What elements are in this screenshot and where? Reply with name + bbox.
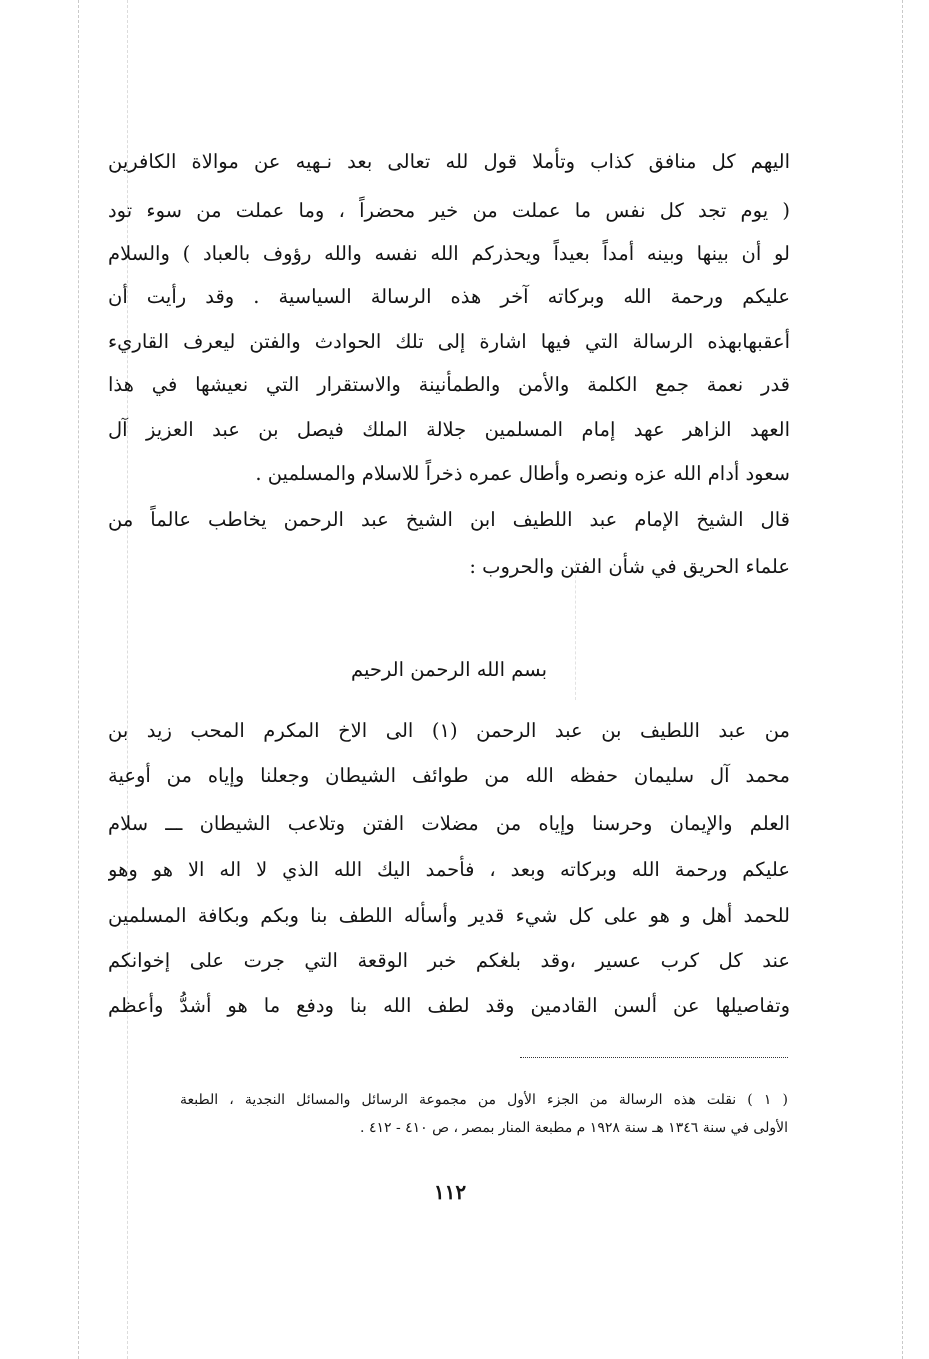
- body-line: لو أن بينها وبينه أمداً بعيداً ويحذركم الله نفسه والله رؤوف بالعباد ) والسلام: [108, 242, 790, 265]
- body-line: عند كل كرب عسير ،وقد بلغكم خبر الوقعة التي جرت على إخوانكم: [108, 949, 790, 972]
- body-line: قدر نعمة جمع الكلمة والأمن والطمأنينة والاستقرار التي نعيشها في هذا: [108, 373, 790, 396]
- body-line: عليكم ورحمة الله وبركاته وبعد ، فأحمد اليك الله الذي لا اله الا هو وهو: [108, 858, 790, 881]
- body-line: سعود أدام الله عزه ونصره وأطال عمره ذخراً للاسلام والمسلمين .: [255, 462, 790, 485]
- basmala-heading: بسم الله الرحمن الرحيم: [351, 658, 547, 681]
- footnote-separator: [520, 1057, 788, 1058]
- page-number: ١١٢: [433, 1180, 467, 1204]
- body-line: أعقبهابهذه الرسالة التي فيها اشارة إلى تلك الحوادث والفتن ليعرف القاريء: [108, 330, 790, 353]
- body-line: ( يوم تجد كل نفس ما عملت من خير محضراً ، وما عملت من سوء تود: [108, 199, 790, 222]
- body-line: عليكم ورحمة الله وبركاته آخر هذه الرسالة السياسية . وقد رأيت أن: [108, 285, 790, 308]
- footnote-line: ( ١ ) نقلت هذه الرسالة من الجزء الأول من مجموعة الرسائل والمسائل النجدية ، الطبعة: [180, 1092, 788, 1108]
- body-line: من عبد اللطيف بن عبد الرحمن (١) الى الاخ المكرم المحب زيد بن: [108, 719, 790, 742]
- scan-guide-line: [78, 0, 79, 1359]
- footnote-line: الأولى في سنة ١٣٤٦ هـ سنة ١٩٢٨ م مطبعة المنار بمصر ، ص ٤١٠ - ٤١٢ .: [360, 1120, 788, 1136]
- body-line: محمد آل سليمان حفظه الله من طوائف الشيطان وجعلنا وإياه من أوعية: [108, 764, 790, 787]
- body-line: وتفاصيلها عن ألسن القادمين وقد لطف الله بنا ودفع ما هو أشدُّ وأعظم: [108, 994, 790, 1017]
- body-line: اليهم كل منافق كذاب وتأملا قول لله تعالى بعد نـهيه عن موالاة الكافرين: [108, 150, 790, 173]
- body-line: للحمد أهل و هو على كل شيء قدير وأسأله اللطف بنا وبكم وبكافة المسلمين: [108, 904, 790, 927]
- body-line: العلم والإيمان وحرسنا وإياه من مضلات الفتن وتلاعب الشيطان ـــ سلام: [108, 812, 790, 835]
- scan-guide-line: [902, 0, 903, 1359]
- body-line: علماء الحريق في شأن الفتن والحروب :: [469, 555, 790, 578]
- body-line: قال الشيخ الإمام عبد اللطيف ابن الشيخ عبد الرحمن يخاطب عالماً من: [108, 508, 790, 531]
- body-line: العهد الزاهر عهد إمام المسلمين جلالة الملك فيصل بن عبد العزيز آل: [108, 418, 790, 441]
